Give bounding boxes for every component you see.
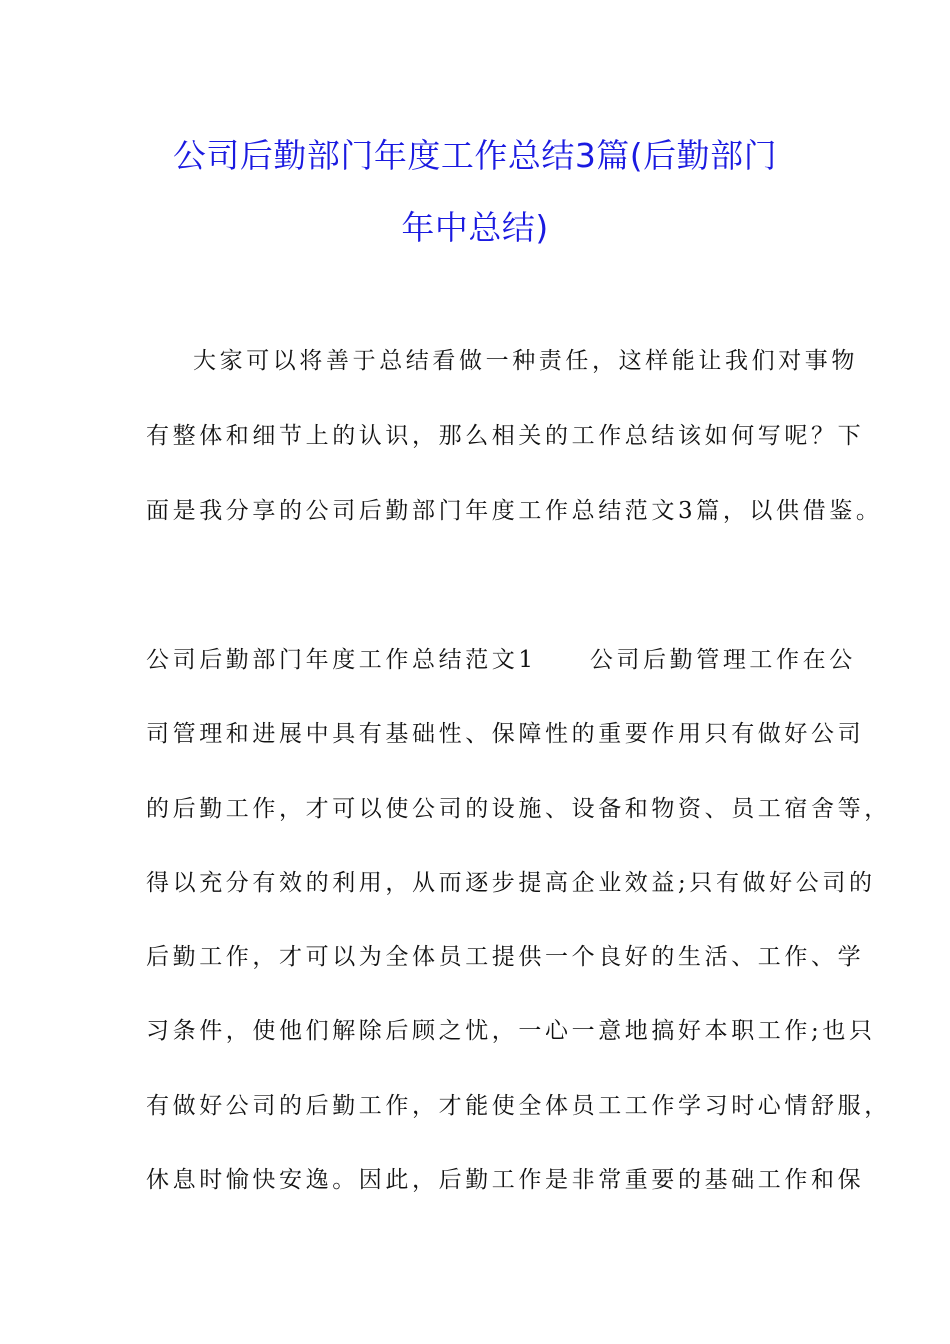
intro-line-3: 面是我分享的公司后勤部门年度工作总结范文3篇，以供借鉴。 [146, 498, 883, 524]
body-line-2: 司管理和进展中具有基础性、保障性的重要作用只有做好公司 [146, 721, 865, 747]
body-line-5: 后勤工作，才可以为全体员工提供一个良好的生活、工作、学 [146, 944, 865, 970]
document-title-line-2: 年中总结) [401, 208, 549, 247]
body-line-8: 休息时愉快安逸。因此，后勤工作是非常重要的基础工作和保 [146, 1167, 865, 1193]
body-line-7: 有做好公司的后勤工作，才能使全体员工工作学习时心情舒服， [146, 1093, 891, 1119]
body-line-1: 公司后勤部门年度工作总结范文1 公司后勤管理工作在公 [146, 647, 856, 673]
document-title-line-1: 公司后勤部门年度工作总结3篇(后勤部门 [172, 136, 778, 175]
body-line-4: 得以充分有效的利用，从而逐步提高企业效益;只有做好公司的 [146, 870, 876, 896]
body-line-6: 习条件，使他们解除后顾之忧，一心一意地搞好本职工作;也只 [146, 1018, 876, 1044]
intro-line-1: 大家可以将善于总结看做一种责任，这样能让我们对事物 [193, 348, 858, 374]
body-line-3: 的后勤工作，才可以使公司的设施、设备和物资、员工宿舍等， [146, 796, 891, 822]
intro-line-2: 有整体和细节上的认识，那么相关的工作总结该如何写呢？下 [146, 423, 865, 449]
